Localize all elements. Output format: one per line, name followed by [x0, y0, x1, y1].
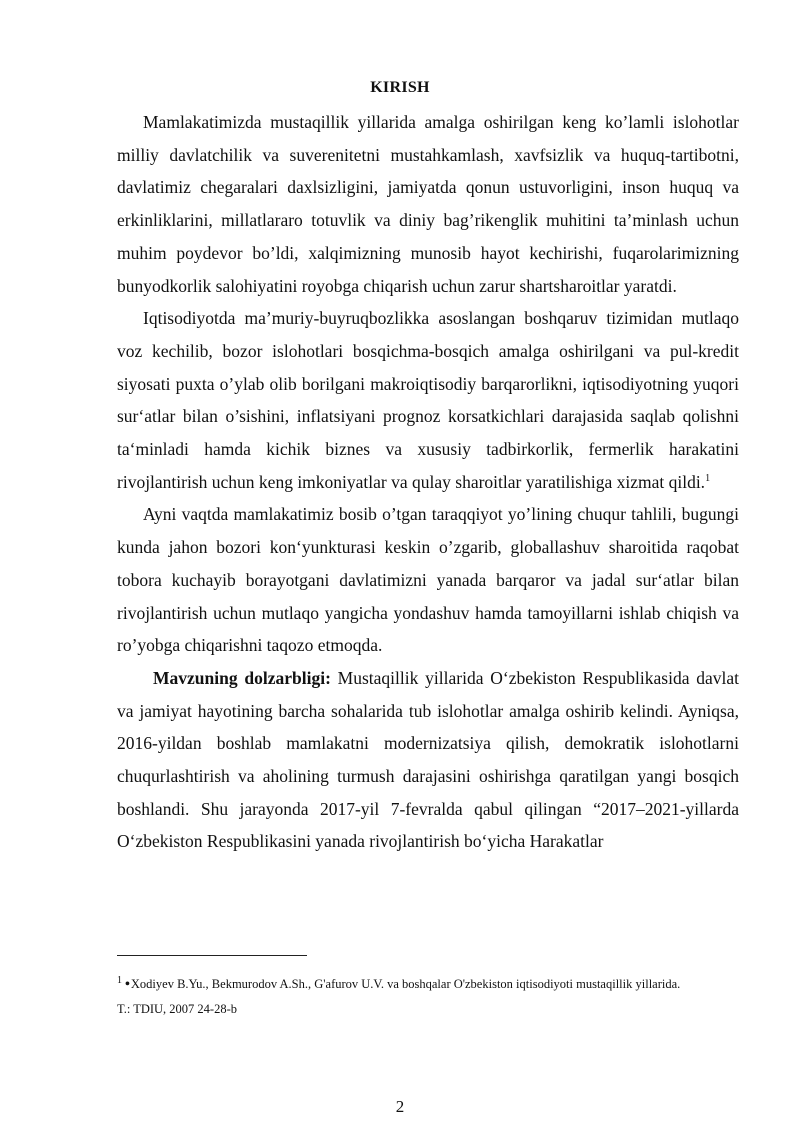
- paragraph-4-text: Mustaqillik yillarida O‘zbekiston Respublikasida davlat va jamiyat hayotining barcha sohalarida tub islohotlar amalga oshirib kelindi. Ayniqsa, 2016-yildan boshlab mamlakatni modernizatsiya qilish, demokratik islohotlarni chuqurlashtirish va aholining turmush darajasini oshirishga qaratilgan yangi bosqich boshlandi. Shu jarayonda 2017-yil 7-fevralda qabul qilingan “2017–2021-yillarda O‘zbekiston Respublikasini yanada rivojlantirish bo‘yicha Harakatlar: [117, 667, 740, 852]
- bullet-icon: •: [125, 977, 130, 992]
- paragraph-economy: [117, 302, 739, 498]
- paragraph-relevance: [117, 662, 739, 858]
- body-text: [117, 106, 739, 858]
- section-title: KIRISH: [370, 79, 430, 96]
- paragraph-intro: [117, 106, 739, 302]
- relevance-heading: Mavzuning dolzarbligi:: [153, 667, 331, 688]
- paragraph-3-text: Ayni vaqtda mamlakatimiz bosib o’tgan taraqqiyot yo’lining chuqur tahlili, bugungi kunda jahon bozori kon‘yunkturasi keskin o’zgarib, globallashuv sharoitida raqobat tobora kuchayib borayotgani davlatimizni yanada barqaror va jadal sur‘atlar bilan rivojlantirish uchun mutlaqo yangicha yondashuv hamda tamoyillarni ishlab chiqish va ro’yobga chiqarishni taqozo etmoqda.: [117, 504, 739, 656]
- paragraph-2-text: Iqtisodiyotda ma’muriy-buyruqbozlikka asoslangan boshqaruv tizimidan mutlaqo voz kechilib, bozor islohotlari bosqichma-bosqich amalga oshirilgani va pul-kredit siyosati puxta o’ylab olib borilgani makroiqtisodiy barqarorlikni, iqtisodiyotning yuqori sur‘atlar bilan o’sishini, inflatsiyani prognoz korsatkichlari darajasida saqlab qolishni ta‘minladi hamda kichik biznes va xususiy tadbirkorlik, fermerlik harakatini rivojlantirish uchun keng imkoniyatlar va qulay sharoitlar yaratilishiga xizmat qildi.: [117, 308, 739, 492]
- footnote-reference[interactable]: 1: [705, 472, 711, 484]
- footnote-citation: Xodiyev B.Yu., Bekmurodov A.Sh., G'afurov U.V. va boshqalar O'zbekiston iqtisodiyoti mustaqillik yillarida.: [130, 977, 681, 991]
- footnote-number: 1: [117, 975, 122, 986]
- footnote-separator: [117, 955, 307, 956]
- paragraph-analysis: [117, 498, 739, 662]
- footnote-line-2: T.: TDIU, 2007 24-28-b: [117, 1002, 238, 1016]
- paragraph-1-text: Mamlakatimizda mustaqillik yillarida amalga oshirilgan keng ko’lamli islohotlar milliy davlatchilik va suverenitetni mustahkamlash, xavfsizlik va huquq-tartibotni, davlatimiz chegaralari daxlsizligini, jamiyatda qonun ustuvorligini, inson huquq va erkinliklarini, millatlararo totuvlik va diniy bag’rikenglik muhitini ta’minlash uchun muhim poydevor bo’ldi, xalqimizning munosib hayot kechirishi, fuqarolarimizning bunyodkorlik salohiyatini royobga chiqarish uchun zarur shartsharoitlar yaratdi.: [117, 112, 739, 296]
- page-number: 2: [395, 1097, 405, 1116]
- footnote-line-1: [117, 972, 757, 997]
- footnote: [117, 972, 757, 1022]
